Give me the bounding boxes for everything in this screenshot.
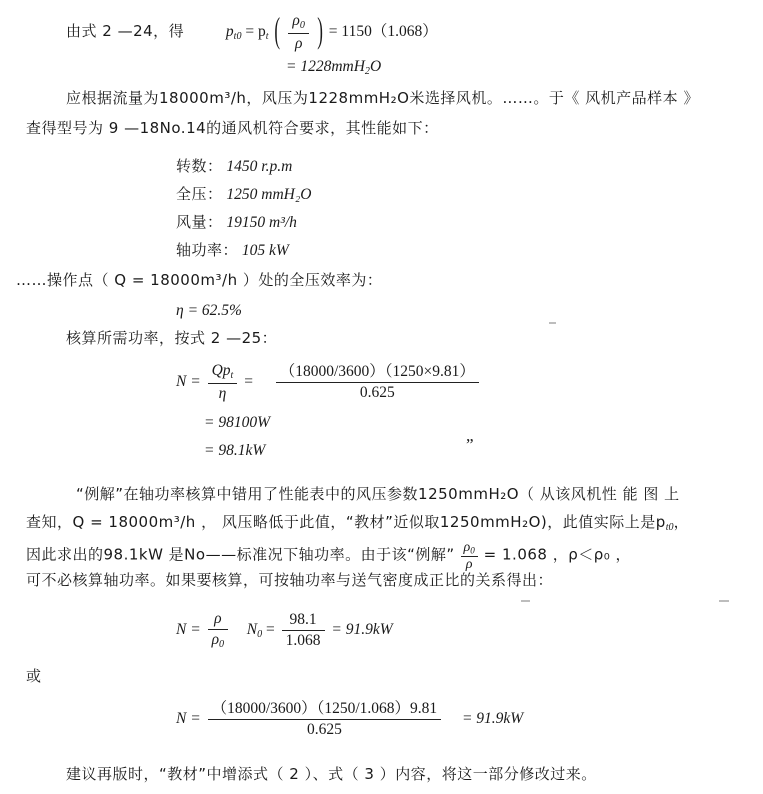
formula-rho-ratio-paren: [272, 12, 324, 52]
alternative-marker: 或: [26, 667, 42, 685]
commentary-rho0-numerator: $\rho_0$: [461, 540, 478, 557]
formula-density-denominator: $\rho_0$: [211, 630, 225, 650]
operating-point-line: ……操作点（ Q = 18000m³/h ）处的全压效率为：: [16, 271, 383, 289]
spec-row-pressure: [176, 186, 311, 203]
formula-alternative: [176, 700, 523, 739]
efficiency-value-line: η = 62.5%: [176, 302, 242, 319]
commentary-line-2-tail: ，: [673, 513, 690, 531]
spec-label-flow: 风量：: [176, 213, 223, 231]
formula-density-numerator: ρ: [208, 610, 228, 630]
formula-power-rhs-denominator: 0.625: [359, 383, 395, 401]
spec-value-shaft-power: 105 kW: [241, 242, 289, 259]
formula-p-t0: $p_{t0}$: [225, 22, 242, 42]
formula-density-correction: [176, 610, 393, 650]
scan-speck: [719, 600, 729, 602]
spec-row-flow: [176, 214, 297, 231]
formula-alternative-ratio: [208, 700, 442, 739]
formula-density-rhs: [282, 611, 325, 650]
formula-power-lhs: N =: [176, 372, 201, 390]
derivation-line-1: [66, 12, 438, 52]
spec-row-shaft-power: [176, 242, 289, 259]
commentary-line-2-text: 查知，Q = 18000m³/h ， 风压略低于此值，“教材”近似取1250mmH₂O)，此值实际上是p: [26, 513, 666, 531]
spec-row-speed: [176, 158, 292, 175]
commentary-line-3-b: = 1.068 ，ρ＜ρ₀ ，: [483, 545, 632, 564]
commentary-line-2-symbol: t0: [665, 522, 674, 534]
spec-label-speed: 转数：: [176, 157, 223, 175]
formula-equals-pt: = $p_t$: [245, 22, 269, 42]
result-1228: = 1228mmH$_2$O: [286, 58, 382, 78]
spec-value-pressure: 1250 mmH₂O: [226, 186, 312, 203]
formula-rho0-numerator: ( $\rho_0$: [288, 12, 308, 34]
formula-power-denominator: η: [218, 384, 227, 402]
formula-density-n0: $N_0$: [246, 620, 263, 640]
derivation-line-2: [286, 58, 381, 77]
formula-alternative-result: = 91.9kW: [461, 709, 524, 727]
formula-power-rhs-numerator: （18000/3600）（1250×9.81）: [276, 363, 479, 383]
suggestion-line: 建议再版时，“教材”中增添式（ 2 ）、式（ 3 ）内容，将这一部分修改过来。: [66, 765, 597, 783]
formula-power-numerator: $Qp_t$: [208, 362, 238, 384]
formula-line-1-result: = 1150（1.068）: [328, 22, 438, 40]
formula-density-lhs: N =: [176, 620, 201, 638]
derivation-line-1-prefix: 由式 2 —24，得: [66, 21, 185, 40]
paragraph-model-line: 查得型号为 9 —18No.14的通风机符合要求，其性能如下：: [26, 119, 439, 137]
formula-rho-ratio: [288, 12, 308, 52]
formula-power-rhs: [276, 363, 479, 402]
formula-alternative-numerator: （18000/3600）（1250/1.068）9.81: [208, 700, 442, 720]
commentary-rho-ratio: [461, 540, 478, 572]
scan-speck: [549, 322, 556, 324]
commentary-rho-denominator: ρ: [465, 556, 473, 572]
power-check-line: 核算所需功率，按式 2 —25：: [66, 329, 278, 347]
formula-alternative-lhs: N =: [176, 709, 201, 727]
formula-density-result: = 91.9kW: [331, 620, 393, 638]
formula-power-equals: =: [244, 372, 253, 390]
formula-density-rhs-numerator: 98.1: [282, 611, 325, 631]
formula-power-main: [176, 362, 482, 402]
spec-label-pressure: 全压：: [176, 185, 223, 203]
commentary-line-3-a: 因此求出的98.1kW 是No——标准况下轴功率。由于该“例解”: [26, 545, 455, 564]
closing-quote-mark: ”: [466, 435, 474, 454]
spec-value-speed: 1450 r.p.m: [226, 158, 293, 175]
formula-result-watts: = 98100W: [204, 414, 270, 431]
commentary-line-1: “例解”在轴功率核算中错用了性能表中的风压参数1250mmH₂O（ 从该风机性 能 图 上: [76, 485, 680, 503]
commentary-line-3: [26, 540, 631, 572]
formula-density-equals: =: [266, 620, 275, 638]
formula-density-ratio: [208, 610, 228, 650]
spec-value-flow: 19150 m³/h: [226, 214, 297, 231]
formula-alternative-denominator: 0.625: [306, 720, 342, 738]
commentary-line-4: 可不必核算轴功率。如果要核算，可按轴功率与送气密度成正比的关系得出：: [26, 571, 554, 589]
paragraph-flow-line: 应根据流量为18000m³/h，风压为1228mmH₂O米选择风机。……。于《 风机产品样本 》: [66, 89, 699, 107]
formula-density-rhs-denominator: 1.068: [285, 631, 321, 649]
scan-speck: [521, 600, 530, 602]
formula-rho-denominator: ρ: [294, 34, 303, 52]
commentary-line-2: [26, 514, 689, 533]
formula-power-ratio: [208, 362, 238, 402]
formula-result-kilowatts: = 98.1kW: [204, 442, 266, 459]
spec-label-shaft-power: 轴功率：: [176, 241, 239, 259]
